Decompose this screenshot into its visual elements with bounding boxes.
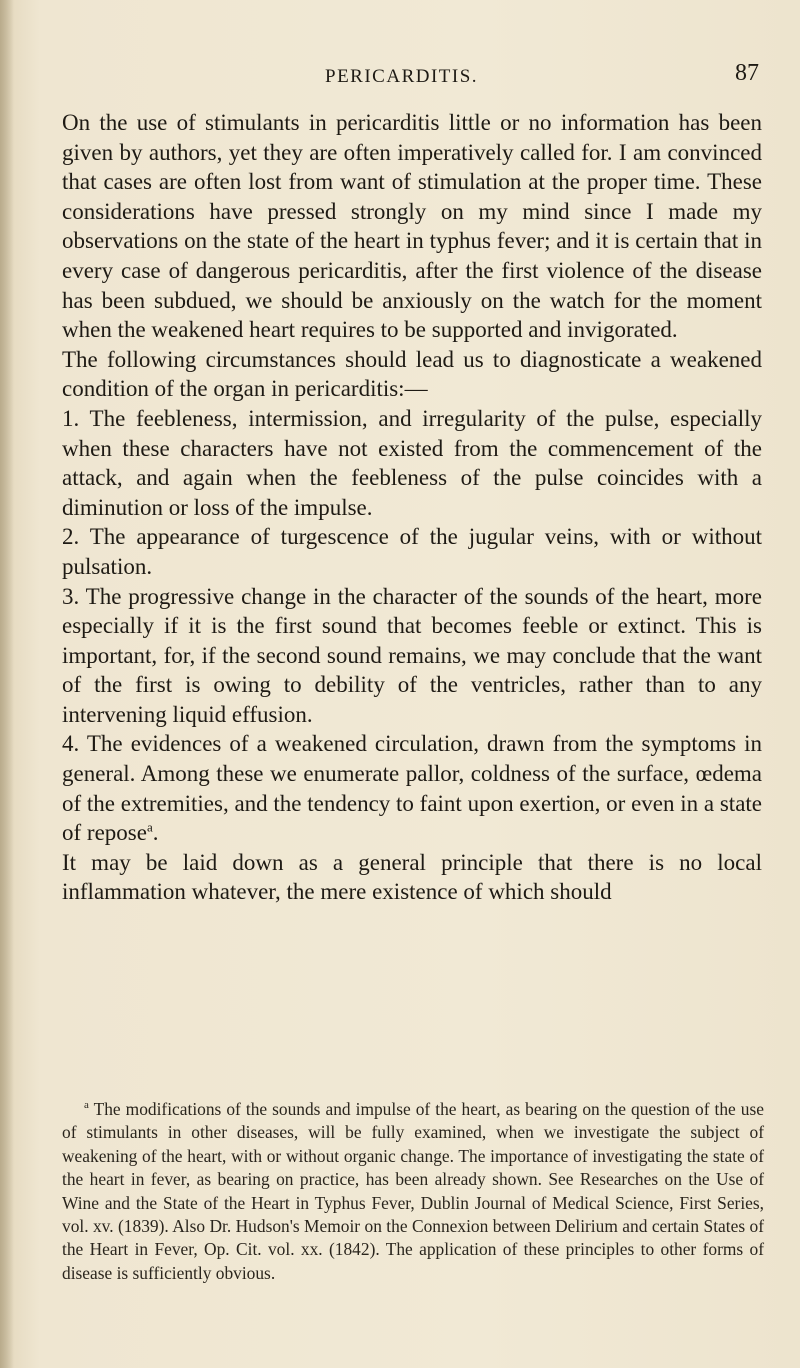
body-text xyxy=(62,108,762,907)
paragraph-principle: It may be laid down as a general principle that there is no local inflammation whatever, the mere existence of which should xyxy=(62,849,762,905)
page-header xyxy=(0,56,800,92)
footnote-paragraph xyxy=(62,1098,764,1285)
paragraph-item-4-text: 4. The evidences of a weakened circulation, drawn from the symptoms in general. Among these we enumerate pallor, coldness of the surface, œdema of the extremities, and the tendency to faint upon exertion, or even in a state of repose xyxy=(62,731,762,846)
paragraph-item-3: 3. The progressive change in the character of the sounds of the heart, more especially if it is the first sound that becomes feeble or extinct. This is important, for, if the second sound remains, we may conclude that the want of the first is owing to debility of the ventricles, rather than to any intervening liquid effusion. xyxy=(62,583,762,727)
footnote xyxy=(62,1098,764,1285)
running-title: PERICARDITIS. xyxy=(325,66,479,87)
paragraph-stimulants: On the use of stimulants in pericarditis little or no information has been given by authors, yet they are often imperatively called for. I am convinced that cases are often lost from want of stimulation at the proper time. These considerations have pressed strongly on my mind since I made my observations on the state of the heart in typhus fever; and it is certain that in every case of dangerous pericarditis, after the first violence of the disease has been subdued, we should be anxiously on the watch for the moment when the weakened heart requires to be supported and invigorated. xyxy=(62,110,762,343)
paragraph-circumstances: The following circumstances should lead us to diagnosticate a weakened condition of the organ in pericarditis:— xyxy=(62,346,762,402)
page-number: 87 xyxy=(735,60,759,86)
footnote-text: The modifications of the sounds and impulse of the heart, as bearing on the question of the use of stimulants in other diseases, will be fully examined, when we investigate the subject of weakening of the heart, with or without organic change. The importance of investigating the state of the heart in fever, as bearing on practice, has been already shown. See Researches on the Use of Wine and the State of the Heart in Typhus Fever, Dublin Journal of Medical Science, First Series, vol. xv. (1839). Also Dr. Hudson's Memoir on the Connexion between Delirium and certain States of the Heart in Fever, Op. Cit. vol. xx. (1842). The application of these principles to other forms of disease is sufficiently obvious. xyxy=(62,1099,764,1283)
paragraph-item-1: 1. The feebleness, intermission, and irregularity of the pulse, especially when these characters have not existed from the commencement of the attack, and again when the feebleness of the pulse coincides with a diminution or loss of the impulse. xyxy=(62,405,762,520)
paragraph-item-2: 2. The appearance of turgescence of the jugular veins, with or without pulsation. xyxy=(62,524,762,579)
footnote-marker: a xyxy=(84,1099,89,1112)
paragraph-item-4: 4. The evidences of a weakened circulation, drawn from the symptoms in general. Among these we enumerate pallor, coldness of the surface, œdema of the extremities, and the tendency to faint upon exertion, or even in a state of repose$^a$. xyxy=(62,731,762,846)
footnote-reference: a xyxy=(146,819,153,835)
page-gutter-shadow xyxy=(0,0,14,1368)
